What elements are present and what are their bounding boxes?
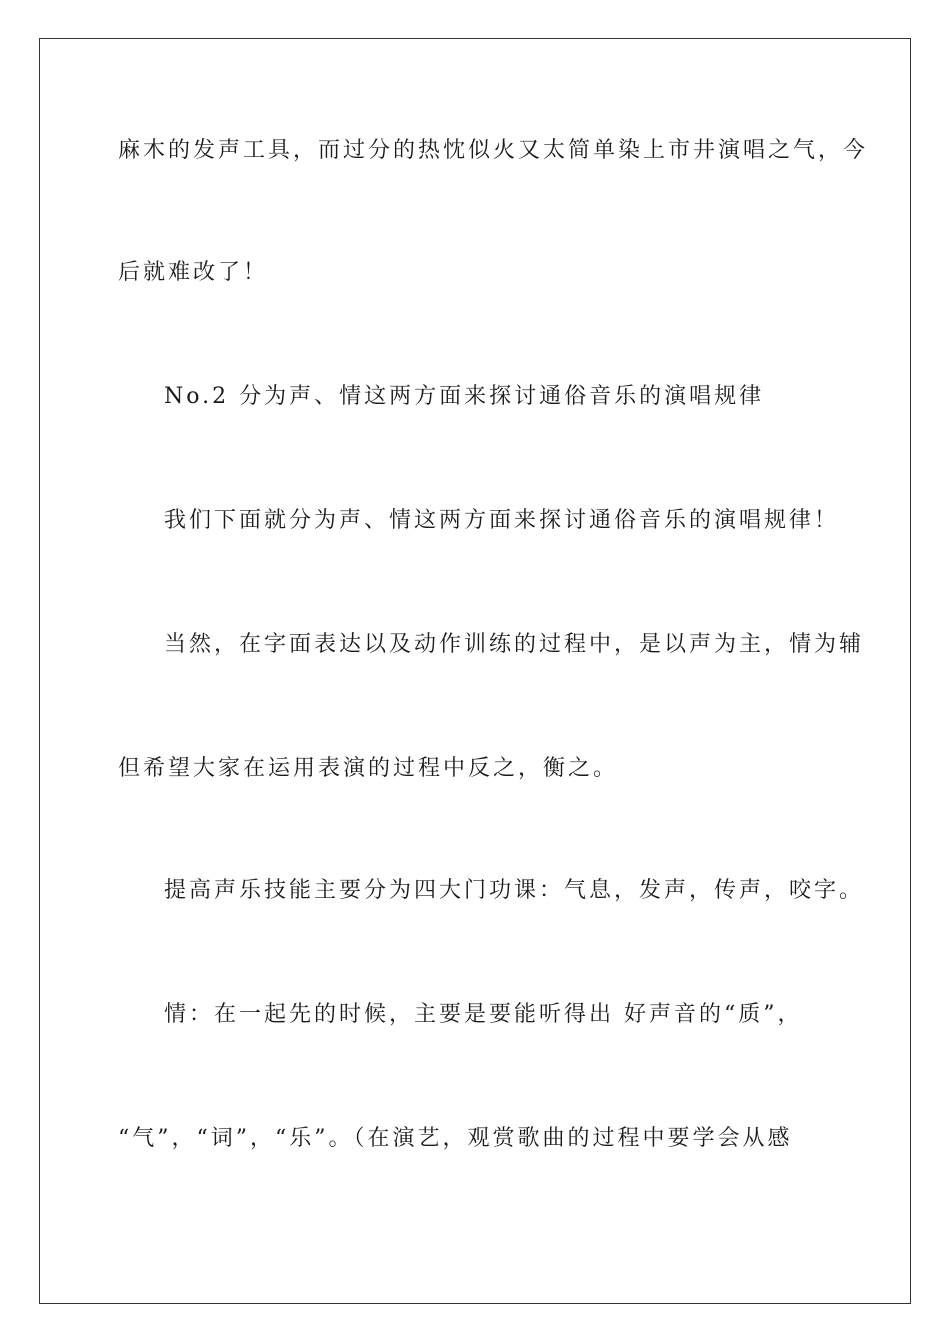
text-line-6: 但希望大家在运用表演的过程中反之，衡之。: [118, 756, 619, 781]
text-line-1: 麻木的发声工具，而过分的热忱似火又太简单染上市井演唱之气，今: [118, 138, 869, 163]
text-line-2: 后就难改了！: [118, 260, 269, 285]
text-line-9: “气”，“词”，“乐”。（在演艺，观赏歌曲的过程中要学会从感: [118, 1126, 793, 1151]
text-line-7: 提高声乐技能主要分为四大门功课：气息，发声，传声，咬字。: [164, 878, 865, 903]
text-line-5: 当然，在字面表达以及动作训练的过程中，是以声为主，情为辅: [164, 632, 865, 657]
text-line-4: 我们下面就分为声、情这两方面来探讨通俗音乐的演唱规律！: [164, 508, 840, 533]
section-heading: No.2 分为声、情这两方面来探讨通俗音乐的演唱规律: [164, 384, 765, 409]
text-line-8: 情：在一起先的时候，主要是要能听得出 好声音的“质”，: [164, 1002, 803, 1027]
page-frame: [39, 38, 911, 1304]
